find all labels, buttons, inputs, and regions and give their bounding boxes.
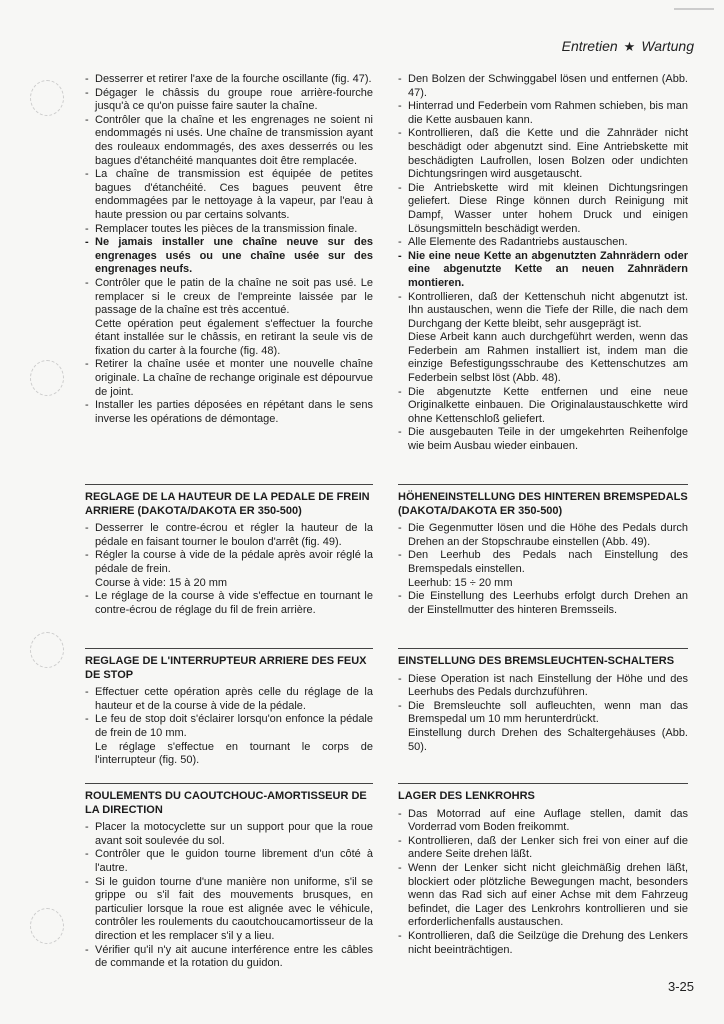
- list-item: - La chaîne de transmission est équipée de petites bagues d'étanchéité. Ces bagues peuvent être endommagées par le nettoyage à la vapeur, par l'eau à haute pression ou par certains solvants.: [85, 168, 373, 222]
- fr-section-4: [85, 783, 373, 971]
- list-item: - Den Bolzen der Schwinggabel lösen und entfernen (Abb. 47).: [398, 73, 688, 100]
- list-item: - Hinterrad und Federbein vom Rahmen schieben, bis man die Kette ausbauen kann.: [398, 100, 688, 127]
- de-section-2: [398, 484, 688, 617]
- header-left: Entretien: [561, 38, 618, 54]
- page-number: 3-25: [667, 979, 694, 994]
- list-item: - Le feu de stop doit s'éclairer lorsqu'on enfonce la pédale de frein de 10 mm. Le réglage s'effectue en tournant le corps de l'interrupteur (fig. 50).: [85, 713, 373, 767]
- section-divider: [85, 484, 373, 485]
- section-divider: [85, 648, 373, 649]
- fr-list-1: [85, 73, 373, 426]
- de-section-3: [398, 648, 688, 754]
- list-item: - Alle Elemente des Radantriebs austauschen.: [398, 236, 688, 250]
- list-item: - Die abgenutzte Kette entfernen und eine neue Originalkette einbauen. Die Originalaustauschkette wird ohne Kettenschloß geliefert.: [398, 386, 688, 427]
- fr-section-2: [85, 484, 373, 617]
- punch-hole-icon: [30, 632, 64, 668]
- fr-section-1: [85, 73, 373, 426]
- punch-hole-icon: [30, 360, 64, 396]
- list-item: - Kontrollieren, daß der Kettenschuh nicht abgenutzt ist. Ihn austauschen, wenn die Tiefe der Rille, die nach dem Durchgang der Kette bleibt, sehr ausgeprägt ist. Diese Arbeit kann auch durchgeführt werden, wenn das Federbein am Rahmen installiert ist, indem man die einzige Befestigungsschraube des Kettenschutzes am Federbein selbst löst (Abb. 48).: [398, 291, 688, 386]
- list-item: - Die ausgebauten Teile in der umgekehrten Reihenfolge wie beim Ausbau wieder einbauen.: [398, 426, 688, 453]
- de-section-1: [398, 73, 688, 454]
- list-item: - Das Motorrad auf eine Auflage stellen, damit das Vorderrad vom Boden freikommt.: [398, 808, 688, 835]
- page-header: [562, 38, 694, 55]
- punch-hole-icon: [30, 908, 64, 944]
- fr-section-2-title: REGLAGE DE LA HAUTEUR DE LA PEDALE DE FREIN ARRIERE (DAKOTA/DAKOTA ER 350-500): [85, 491, 370, 517]
- list-item: - Dégager le châssis du groupe roue arrière-fourche jusqu'à ce qu'on puisse faire sauter la chaîne.: [85, 87, 373, 114]
- list-item: - Kontrollieren, daß die Seilzüge die Drehung des Lenkers nicht beeinträchtigen.: [398, 930, 688, 957]
- de-section-2-title: HÖHENEINSTELLUNG DES HINTEREN BREMSPEDALS (DAKOTA/DAKOTA ER 350-500): [398, 491, 688, 517]
- list-item: - Die Gegenmutter lösen und die Höhe des Pedals durch Drehen an der Stopschraube einstellen (Abb. 49).: [398, 522, 688, 549]
- fr-list-3: [85, 686, 373, 768]
- list-item: - Régler la course à vide de la pédale après avoir réglé la pédale de frein. Course à vide: 15 à 20 mm: [85, 549, 373, 590]
- list-item: - Die Einstellung des Leerhubs erfolgt durch Drehen an der Einstellmutter des hinteren Bremsseils.: [398, 590, 688, 617]
- list-item: - Vérifier qu'il n'y ait aucune interférence entre les câbles de commande et la rotation du guidon.: [85, 944, 373, 971]
- de-section-4: [398, 783, 688, 957]
- fr-list-4: [85, 821, 373, 971]
- list-item: - Wenn der Lenker sicht nicht gleichmäßig drehen läßt, blockiert oder plötzliche Bewegungen macht, besonders wenn das Rad sich auf einer Achse mit dem Fahrzeug befindet, die Lager des Lenkrohrs kontrollieren und sie erforderlichenfalls austauschen.: [398, 862, 688, 930]
- section-divider: [85, 783, 373, 784]
- list-item: - Kontrollieren, daß die Kette und die Zahnräder nicht beschädigt oder abgenutzt sind. Eine Antriebskette mit beschädigten Laufrollen, losen Bolzen oder undichten Dichtungsringen wird ausgetauscht.: [398, 127, 688, 181]
- list-item: - Diese Operation ist nach Einstellung der Höhe und des Leerhubs des Pedals durchzuführen.: [398, 673, 688, 700]
- list-item: - Desserrer le contre-écrou et régler la hauteur de la pédale en faisant tourner le boulon d'arrêt (fig. 49).: [85, 522, 373, 549]
- list-item: - Nie eine neue Kette an abgenutzten Zahnrädern oder eine abgenutzte Kette an neuen Zahnrädern montieren.: [398, 250, 688, 291]
- list-item: - Effectuer cette opération après celle du réglage de la hauteur et de la course à vide de la pédale.: [85, 686, 373, 713]
- de-list-1: [398, 73, 688, 454]
- de-list-2: [398, 522, 688, 617]
- list-item: - Remplacer toutes les pièces de la transmission finale.: [85, 223, 373, 237]
- section-divider: [398, 648, 688, 649]
- list-item: - Installer les parties déposées en répétant dans le sens inverse les opérations de démontage.: [85, 399, 373, 426]
- punch-hole-icon: [30, 80, 64, 116]
- list-item: - Placer la motocyclette sur un support pour que la roue avant soit soulevée du sol.: [85, 821, 373, 848]
- list-item: - Ne jamais installer une chaîne neuve sur des engrenages usés ou une chaîne usée sur des engrenages neufs.: [85, 236, 373, 277]
- de-section-3-title: EINSTELLUNG DES BREMSLEUCHTEN-SCHALTERS: [398, 655, 675, 667]
- list-item: - Contrôler que la chaîne et les engrenages ne soient ni endommagés ni usés. Une chaîne de transmission ayant des rouleaux endommagés, des axes desserrés ou les bagues d'étanchéité manquantes doit être remplacée.: [85, 114, 373, 168]
- section-divider: [398, 783, 688, 784]
- section-divider: [398, 484, 688, 485]
- scan-artifact: [674, 8, 714, 10]
- list-item: - Kontrollieren, daß der Lenker sich frei von einer auf die andere Seite drehen läßt.: [398, 835, 688, 862]
- list-item: - Den Leerhub des Pedals nach Einstellung des Bremspedals einstellen. Leerhub: 15 ÷ 20 mm: [398, 549, 688, 590]
- list-item: - Le réglage de la course à vide s'effectue en tournant le contre-écrou de réglage du fil de frein arrière.: [85, 590, 373, 617]
- header-right: Wartung: [641, 38, 694, 54]
- list-item: - Si le guidon tourne d'une manière non uniforme, s'il se grippe ou s'il fait des mouvements brusques, en particulier lorsque la roue est alignée avec le véhicule, contrôler les roulements du caoutchoucamortisseur de la direction et les remplacer s'il y a lieu.: [85, 876, 373, 944]
- list-item: - Die Antriebskette wird mit kleinen Dichtungsringen geliefert. Diese Ringe können durch Reinigung mit Dampf, Wasser unter hohem Druck und einigen Lösungsmitteln beschädigt werden.: [398, 182, 688, 236]
- list-item: - Contrôler que le patin de la chaîne ne soit pas usé. Le remplacer si le creux de l'empreinte laissée par le passage de la chaîne est très accentué. Cette opération peut également s'effectuer la fourche étant installée sur le châssis, en retirant la seule vis de fixation du carter à la fourche (fig. 48).: [85, 277, 373, 359]
- star-icon: ★: [623, 39, 636, 54]
- de-list-3: [398, 673, 688, 755]
- de-list-4: [398, 808, 688, 958]
- list-item: - Desserrer et retirer l'axe de la fourche oscillante (fig. 47).: [85, 73, 373, 87]
- fr-section-4-title: ROULEMENTS DU CAOUTCHOUC-AMORTISSEUR DE LA DIRECTION: [85, 790, 367, 816]
- list-item: - Contrôler que le guidon tourne librement d'un côté à l'autre.: [85, 848, 373, 875]
- fr-section-3-title: REGLAGE DE L'INTERRUPTEUR ARRIERE DES FEUX DE STOP: [85, 655, 367, 681]
- fr-list-2: [85, 522, 373, 617]
- list-item: - Die Bremsleuchte soll aufleuchten, wenn man das Bremspedal um 10 mm herunterdrückt. Einstellung durch Drehen des Schaltergehäuses (Abb. 50).: [398, 700, 688, 754]
- de-section-4-title: LAGER DES LENKROHRS: [398, 790, 535, 802]
- fr-section-3: [85, 648, 373, 768]
- list-item: - Retirer la chaîne usée et monter une nouvelle chaîne originale. La chaîne de rechange originale est dépourvue de joint.: [85, 358, 373, 399]
